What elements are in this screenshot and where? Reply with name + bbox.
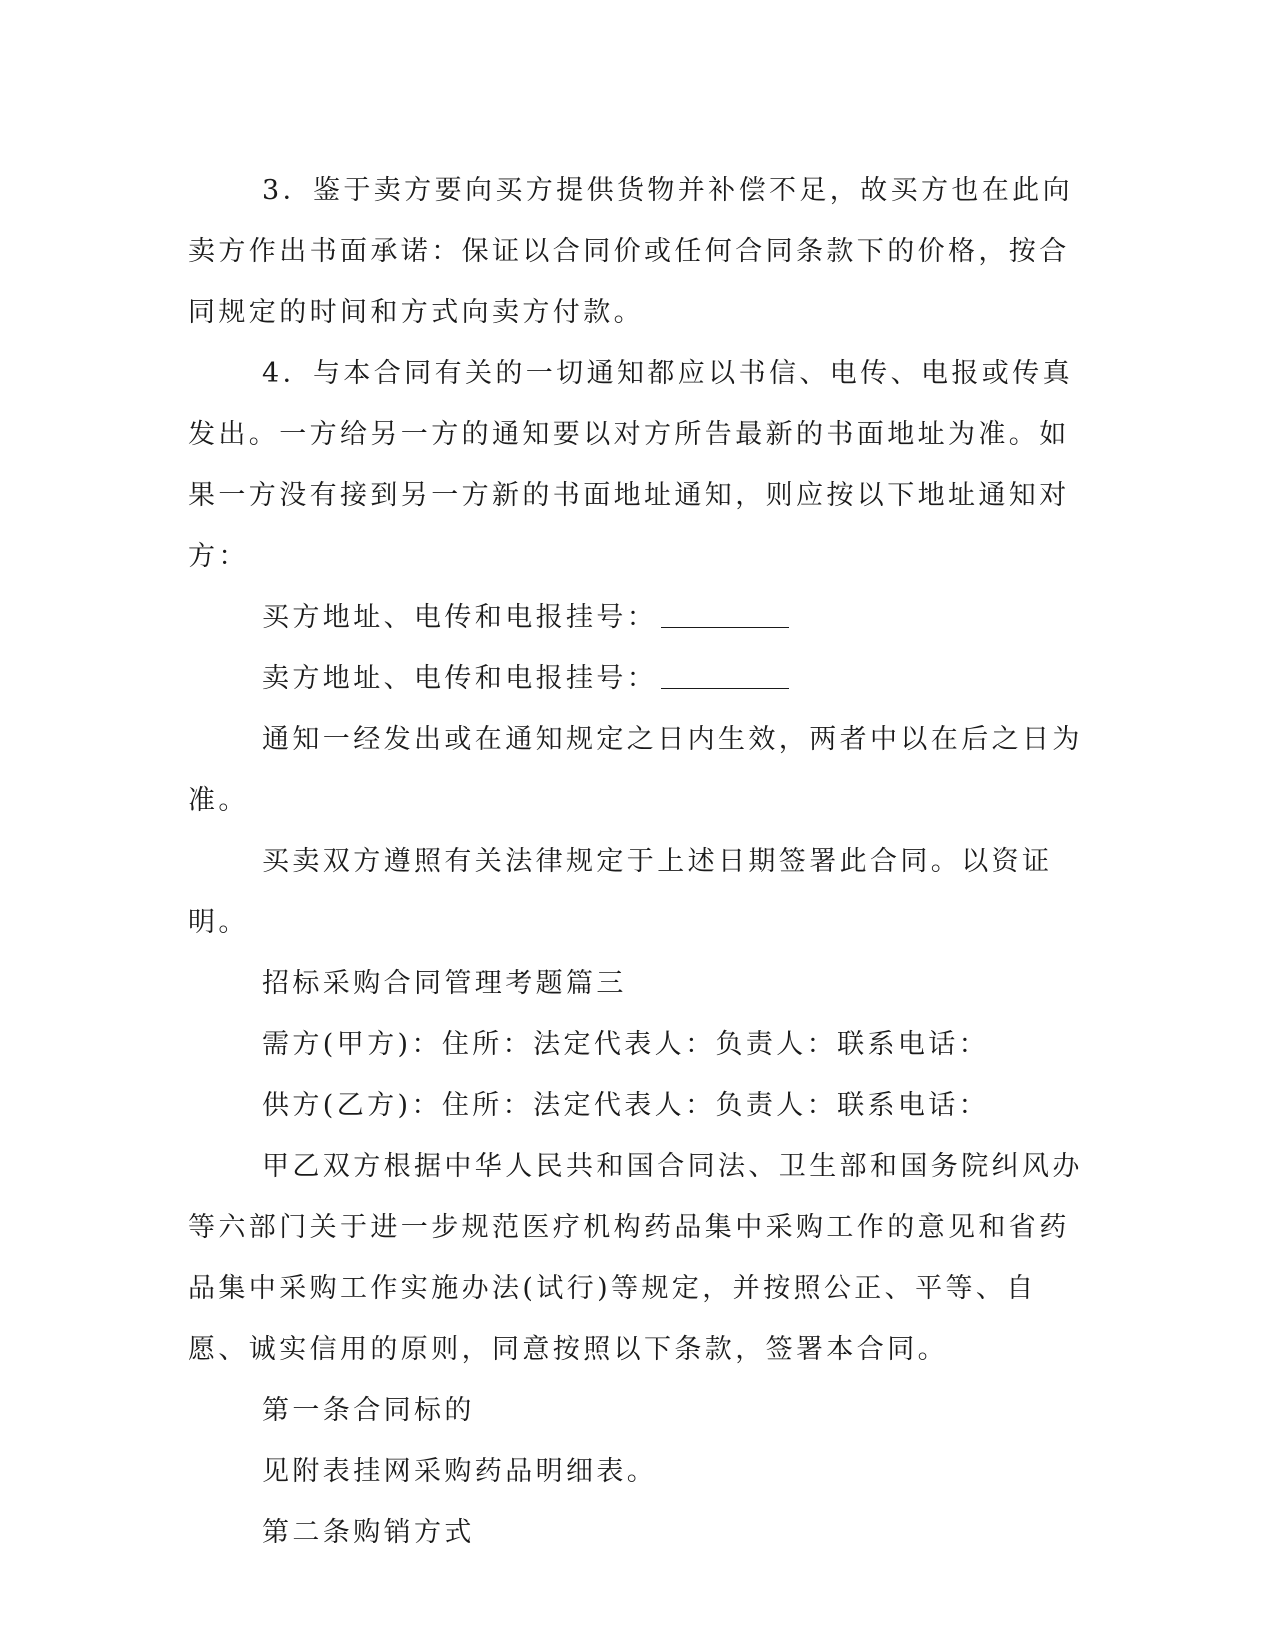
notice-effect-paragraph: 通知一经发出或在通知规定之日内生效，两者中以在后之日为准。 [188,724,1083,816]
buyer-info-line: 需方(甲方)：住所：法定代表人：负责人：联系电话： [262,1029,990,1060]
supplier-info-line: 供方(乙方)：住所：法定代表人：负责人：联系电话： [262,1090,990,1121]
seller-address-label: 卖方地址、电传和电报挂号： [262,663,658,694]
document-body [188,160,1088,1563]
preamble-paragraph: 甲乙双方根据中华人民共和国合同法、卫生部和国务院纠风办等六部门关于进一步规范医疗机构药品集中采购工作的意见和省药品集中采购工作实施办法(试行)等规定，并按照公正、平等、自愿、诚实信用的原则，同意按照以下条款，签署本合同。 [188,1151,1083,1365]
clause-3-paragraph: 3．鉴于卖方要向买方提供货物并补偿不足，故买方也在此向卖方作出书面承诺：保证以合同价或任何合同条款下的价格，按合同规定的时间和方式向卖方付款。 [188,175,1073,328]
buyer-address-blank [661,603,789,628]
seller-address-line [188,648,1088,709]
signing-statement: 买卖双方遵照有关法律规定于上述日期签署此合同。以资证明。 [188,846,1053,938]
article-2-heading: 第二条购销方式 [262,1517,475,1548]
seller-address-blank [661,664,789,689]
buyer-address-label: 买方地址、电传和电报挂号： [262,602,658,633]
section-heading: 招标采购合同管理考题篇三 [262,968,627,999]
article-1-heading: 第一条合同标的 [262,1395,475,1426]
article-1-content: 见附表挂网采购药品明细表。 [262,1456,658,1487]
clause-4-paragraph: 4．与本合同有关的一切通知都应以书信、电传、电报或传真发出。一方给另一方的通知要以对方所告最新的书面地址为准。如果一方没有接到另一方新的书面地址通知，则应按以下地址通知对方： [188,358,1073,572]
buyer-address-line [188,587,1088,648]
